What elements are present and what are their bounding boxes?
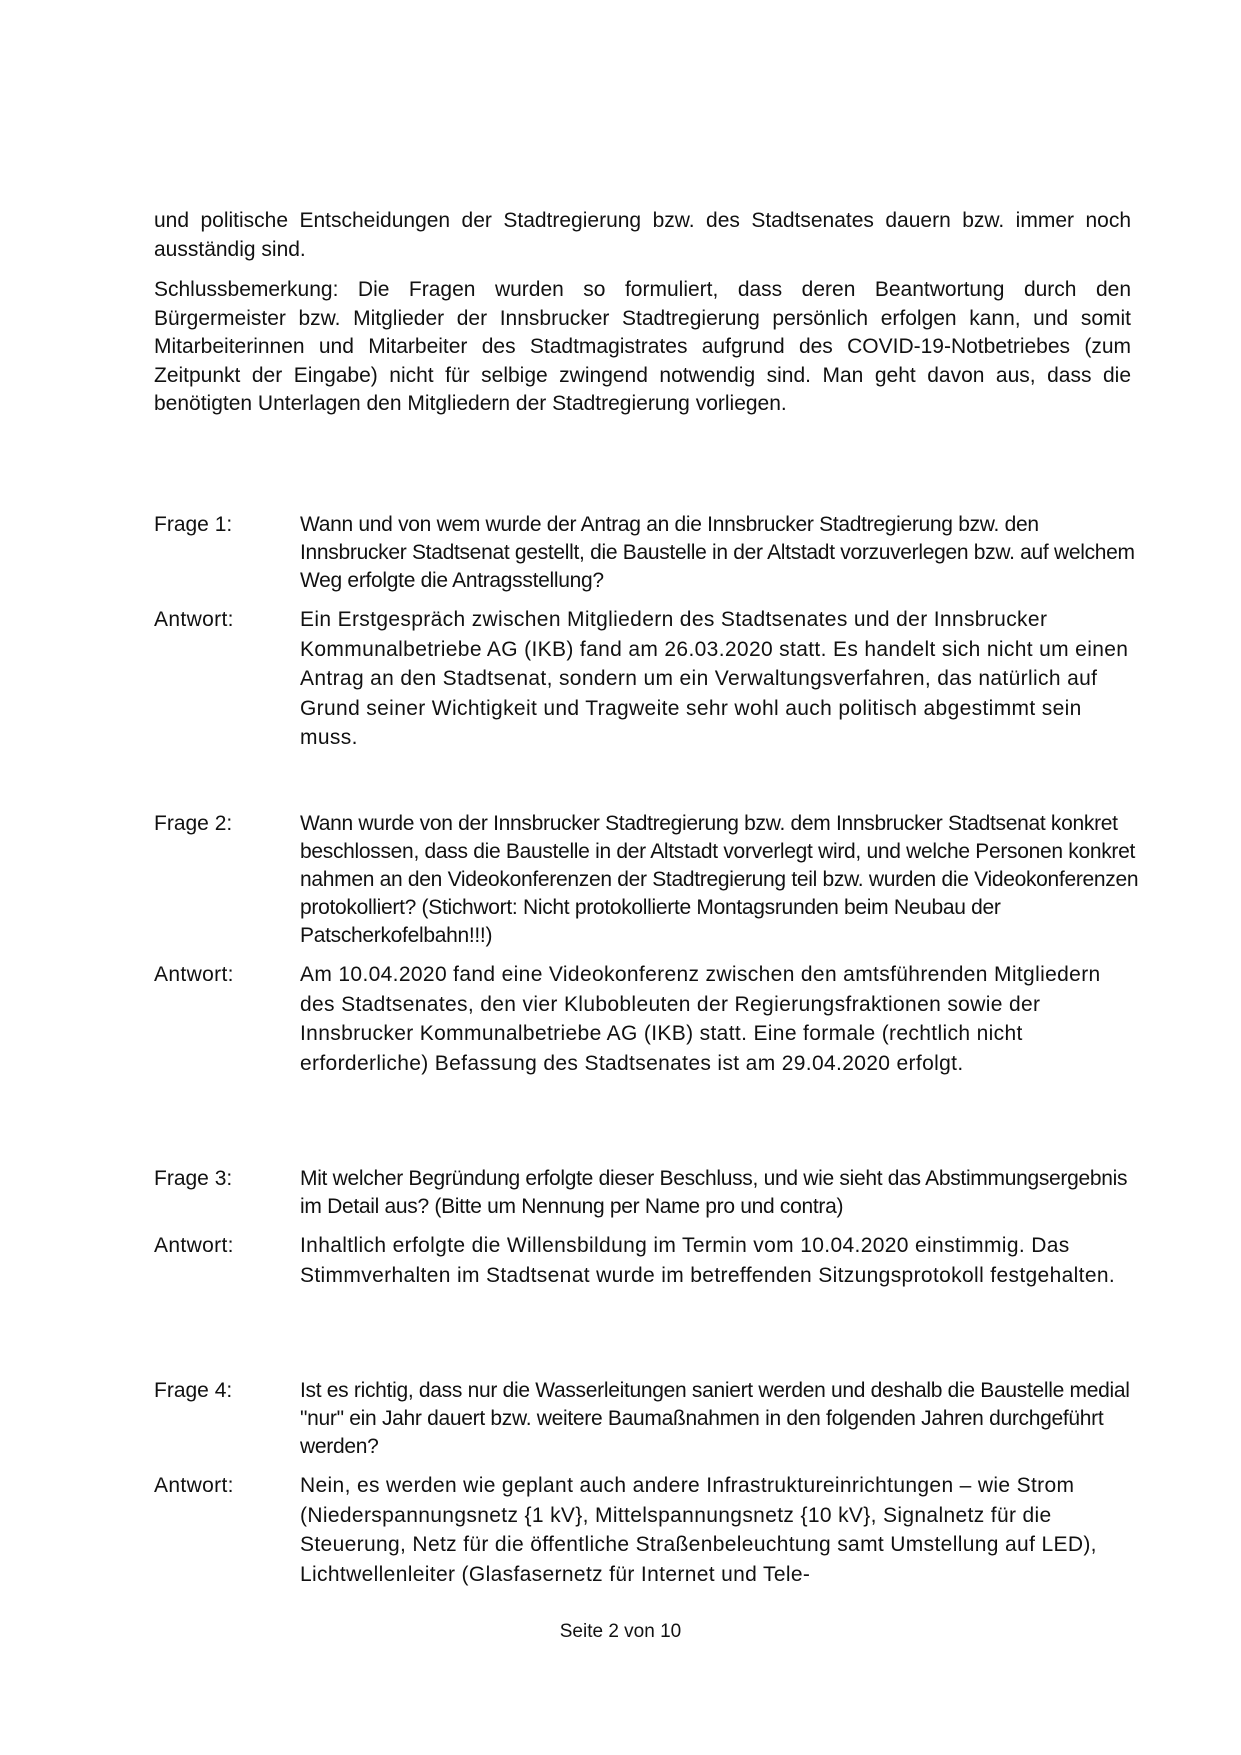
qa-block-2 [154, 810, 1144, 1078]
answer-text: Ein Erstgespräch zwischen Mitgliedern des Stadtsenates und der Innsbrucker Kommunalbetriebe AG (IKB) fand am 26.03.2020 statt. Es handelt sich nicht um einen Antrag an den Stadtsenat, sondern um ein Verwaltungsverfahren, das natürlich auf Grund seiner Wichtigkeit und Tragweite sehr wohl auch politisch abgestimmt sein muss. [300, 608, 1129, 749]
answer-row [154, 605, 1144, 753]
question-row [154, 1377, 1144, 1461]
answer-label: Antwort: [154, 963, 234, 986]
qa-block-1 [154, 511, 1144, 753]
answer-text: Inhaltlich erfolgte die Willensbildung im Termin vom 10.04.2020 einstimmig. Das Stimmverhalten im Stadtsenat wurde im betreffenden Sitzungsprotokoll festgehalten. [300, 1234, 1116, 1287]
question-text: Mit welcher Begründung erfolgte dieser Beschluss, und wie sieht das Abstimmungsergebnis im Detail aus? (Bitte um Nennung per Name pro und contra) [300, 1167, 1128, 1218]
answer-row [154, 1231, 1144, 1290]
page-number-footer: Seite 2 von 10 [559, 1621, 682, 1642]
intro-section [154, 207, 1131, 431]
answer-text: Nein, es werden wie geplant auch andere Infrastruktureinrichtungen – wie Strom (Niederspannungsnetz {1 kV}, Mittelspannungsnetz {10 kV}, Signalnetz für die Steuerung, Netz für die öffentliche Straßenbeleuchtung samt Umstellung auf LED), Lichtwellenleiter (Glasfasernetz für Internet und Tele- [300, 1474, 1097, 1586]
question-label: Frage 3: [154, 1167, 233, 1190]
answer-text: Am 10.04.2020 fand eine Videokonferenz zwischen den amtsführenden Mitgliedern des Stadtsenates, den vier Klubobleuten der Regierungsfraktionen sowie der Innsbrucker Kommunalbetriebe AG (IKB) statt. Eine formale (rechtlich nicht erforderliche) Befassung des Stadtsenates ist am 29.04.2020 erfolgt. [300, 963, 1101, 1075]
question-label: Frage 2: [154, 812, 233, 835]
intro-paragraph-continuation: und politische Entscheidungen der Stadtregierung bzw. des Stadtsenates dauern bzw. immer noch ausständig sind. [154, 209, 1131, 261]
closing-remark-paragraph: Schlussbemerkung: Die Fragen wurden so formuliert, dass deren Beantwortung durch den Bürgermeister bzw. Mitglieder der Innsbrucker Stadtregierung persönlich erfolgen kann, und somit Mitarbeiterinnen und Mitarbeiter des Stadtmagistrates aufgrund des COVID-19-Notbetriebes (zum Zeitpunkt der Eingabe) nicht für selbige zwingend notwendig sind. Man geht davon aus, dass die benötigten Unterlagen den Mitgliedern der Stadtregierung vorliegen. [154, 278, 1131, 415]
answer-label: Antwort: [154, 1234, 234, 1257]
answer-row [154, 960, 1144, 1078]
question-text: Ist es richtig, dass nur die Wasserleitungen saniert werden und deshalb die Baustelle medial "nur" ein Jahr dauert bzw. weitere Baumaßnahmen in den folgenden Jahren durchgeführt werden? [300, 1379, 1130, 1458]
answer-label: Antwort: [154, 608, 234, 631]
question-row [154, 810, 1144, 950]
question-text: Wann und von wem wurde der Antrag an die Innsbrucker Stadtregierung bzw. den Innsbrucker Stadtsenat gestellt, die Baustelle in der Altstadt vorzuverlegen bzw. auf welchem Weg erfolgte die Antragsstellung? [300, 513, 1135, 592]
answer-label: Antwort: [154, 1474, 234, 1497]
qa-block-4 [154, 1377, 1144, 1589]
question-text: Wann wurde von der Innsbrucker Stadtregierung bzw. dem Innsbrucker Stadtsenat konkret beschlossen, dass die Baustelle in der Altstadt vorverlegt wird, und welche Personen konkret nahmen an den Videokonferenzen der Stadtregierung teil bzw. wurden die Videokonferenzen protokolliert? (Stichwort: Nicht protokollierte Montagsrunden beim Neubau der Patscherkofelbahn!!!) [300, 812, 1139, 947]
question-label: Frage 1: [154, 513, 233, 536]
question-row [154, 511, 1144, 595]
answer-row [154, 1471, 1144, 1589]
question-row [154, 1165, 1144, 1221]
question-label: Frage 4: [154, 1379, 233, 1402]
qa-block-3 [154, 1165, 1144, 1290]
